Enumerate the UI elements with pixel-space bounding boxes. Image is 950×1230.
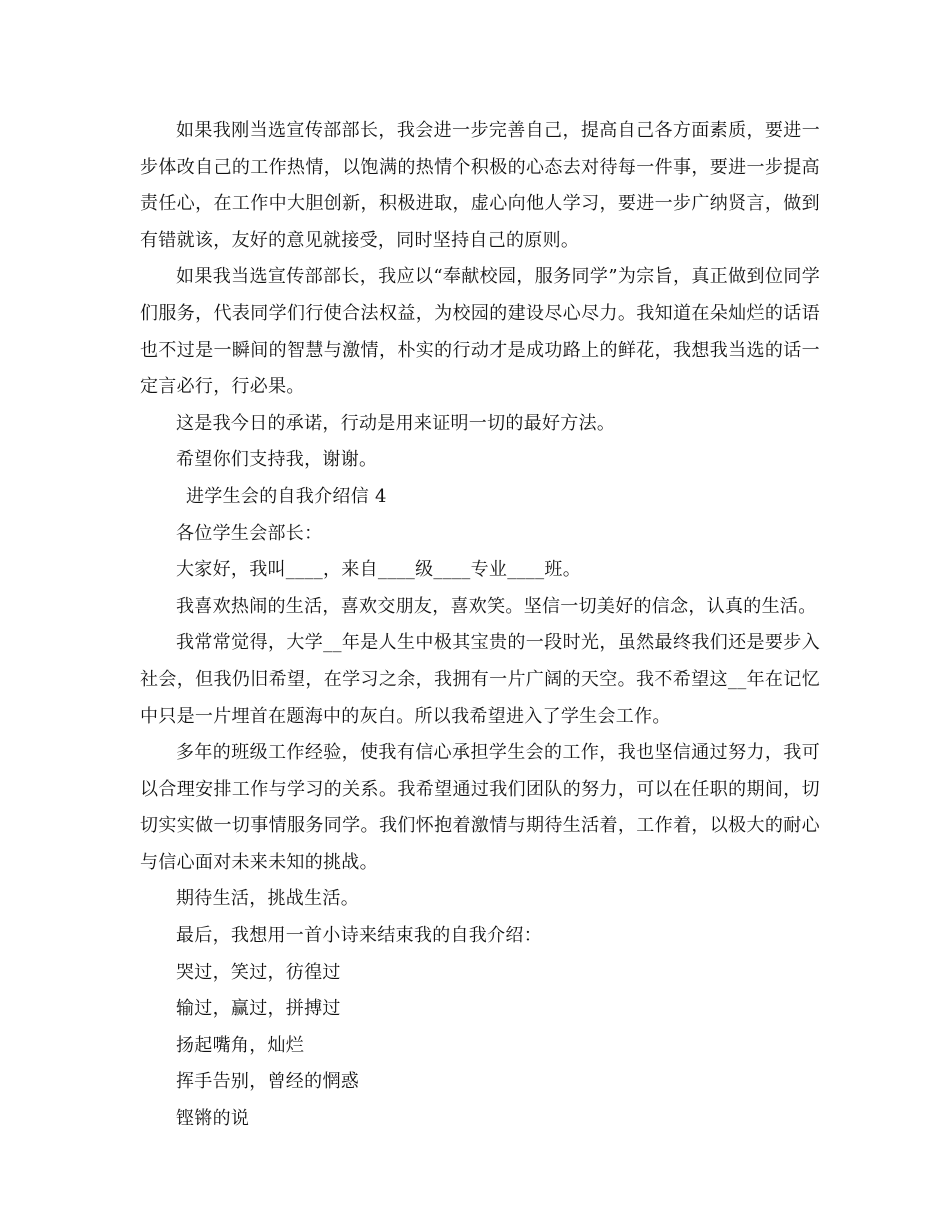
paragraph-experience: 多年的班级工作经验，使我有信心承担学生会的工作，我也坚信通过努力，我可以合理安排工作与学习的关系。我希望通过我们团队的努力，可以在任职的期间，切切实实做一切事情服务同学。我们怀抱着激情与期待生活着，工作着，以极大的耐心与信心面对未来未知的挑战。 [140,742,820,873]
paragraph-poem-intro: 最后，我想用一首小诗来结束我的自我介绍： [176,925,542,947]
poem-line-1: 哭过，笑过，彷徨过 [176,961,341,983]
document-body [140,113,820,1138]
salutation: 各位学生会部长： [176,522,323,544]
paragraph-promise: 这是我今日的承诺，行动是用来证明一切的最好方法。 [176,412,616,434]
paragraph-thanks: 希望你们支持我，谢谢。 [176,449,378,471]
poem-line-2: 输过，赢过，拼搏过 [176,998,341,1020]
poem-line-5: 铿锵的说 [176,1108,250,1130]
paragraph-motto: 期待生活，挑战生活。 [176,888,359,910]
poem-line-3: 扬起嘴角，灿烂 [176,1034,305,1056]
section-heading: 进学生会的自我介绍信 4 [186,485,387,507]
paragraph-propaganda-improvement: 如果我刚当选宣传部部长，我会进一步完善自己，提高自己各方面素质，要进一步体改自己的工作热情，以饱满的热情个积极的心态去对待每一件事，要进一步提高责任心，在工作中大胆创新，积极进取，虚心向他人学习，要进一步广纳贤言，做到有错就该，友好的意见就接受，同时坚持自己的原则。 [140,120,820,251]
paragraph-personality: 我喜欢热闹的生活，喜欢交朋友，喜欢笑。坚信一切美好的信念，认真的生活。 [176,595,817,617]
paragraph-greeting: 大家好，我叫____，来自____级____专业____班。 [176,559,581,581]
poem-line-4: 挥手告别，曾经的惘惑 [176,1071,359,1093]
paragraph-university-years: 我常常觉得，大学__年是人生中极其宝贵的一段时光，虽然最终我们还是要步入社会，但我仍旧希望，在学习之余，我拥有一片广阔的天空。我不希望这__年在记忆中只是一片埋首在题海中的灰白。所以我希望进入了学生会工作。 [140,632,820,727]
paragraph-propaganda-pledge: 如果我当选宣传部部长，我应以“奉献校园，服务同学”为宗旨，真正做到位同学们服务，代表同学们行使合法权益，为校园的建设尽心尽力。我知道在朵灿烂的话语也不过是一瞬间的智慧与激情，朴实的行动才是成功路上的鲜花，我想我当选的话一定言必行，行必果。 [140,266,820,398]
